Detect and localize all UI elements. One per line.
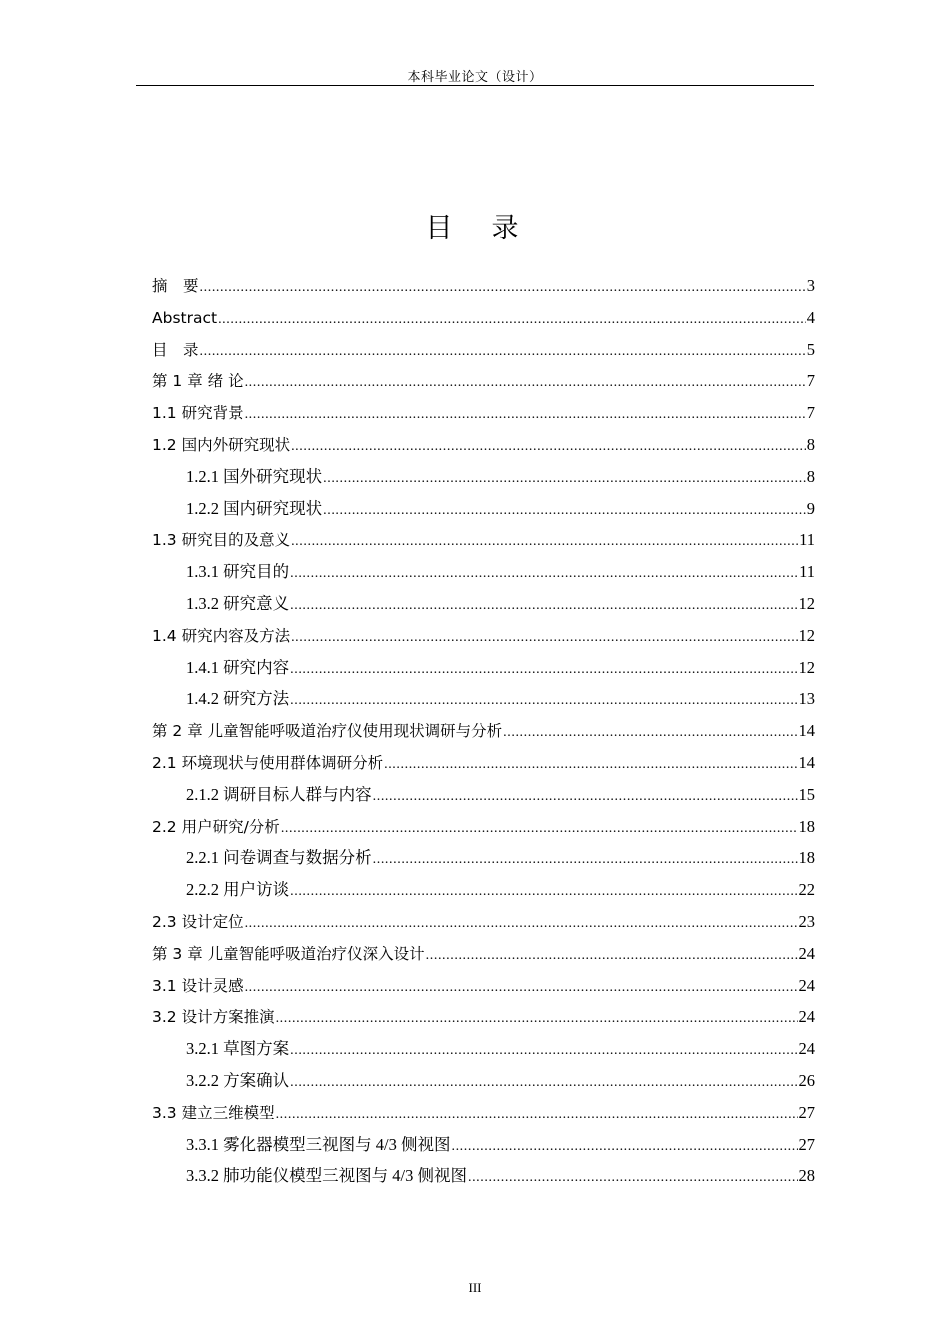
toc-entry-label: 1.4 研究内容及方法 (152, 626, 291, 645)
toc-entry-page: 24 (798, 943, 815, 963)
toc-entry-page: 14 (798, 721, 815, 741)
toc-entry-label: 3.1 设计灵感 (152, 976, 244, 995)
toc-entry-page: 27 (798, 1102, 815, 1122)
toc-entry[interactable] (152, 270, 815, 302)
dot-leader (426, 940, 798, 972)
dot-leader (276, 1003, 798, 1035)
dot-leader (290, 685, 797, 717)
toc-entry-page: 24 (798, 1039, 815, 1059)
toc-entry[interactable] (152, 747, 815, 779)
toc-entry-page: 12 (798, 657, 815, 677)
dot-leader (323, 463, 806, 495)
toc-entry-page: 9 (806, 498, 815, 518)
dot-leader (290, 558, 798, 590)
dot-leader (245, 908, 798, 940)
toc-entry-label: 目 录 (152, 340, 199, 359)
toc-entry[interactable] (152, 302, 815, 334)
toc-entry-page: 11 (799, 530, 815, 550)
toc-entry-label: 第 1 章 绪 论 (152, 372, 244, 391)
toc-entry[interactable] (152, 1129, 815, 1161)
toc-entry[interactable] (152, 842, 815, 874)
toc-entry[interactable] (152, 429, 815, 461)
toc-entry[interactable] (152, 588, 815, 620)
toc-entry-label: 2.1.2 调研目标人群与内容 (186, 784, 372, 804)
dot-leader (291, 431, 806, 463)
toc-entry-label: 3.2.2 方案确认 (186, 1070, 290, 1090)
toc-entry-page: 4 (806, 307, 815, 327)
dot-leader (245, 399, 806, 431)
toc-entry[interactable] (152, 1160, 815, 1192)
dot-leader (290, 1035, 797, 1067)
dot-leader (200, 336, 806, 368)
toc-entry-label: 3.3.2 肺功能仪模型三视图与 4/3 侧视图 (186, 1166, 467, 1186)
toc-entry-page: 7 (806, 371, 815, 391)
dot-leader (200, 272, 806, 304)
toc-entry-page: 14 (798, 752, 815, 772)
dot-leader (323, 495, 806, 527)
dot-leader (291, 526, 798, 558)
dot-leader (290, 590, 797, 622)
toc-entry[interactable] (152, 334, 815, 366)
toc-entry-label: 1.3.2 研究意义 (186, 593, 290, 613)
toc-entry-label: 2.3 设计定位 (152, 912, 244, 931)
dot-leader (373, 844, 798, 876)
toc-entry-label: 第 2 章 儿童智能呼吸道治疗仪使用现状调研与分析 (152, 722, 503, 741)
toc-entry[interactable] (152, 524, 815, 556)
toc-entry-label: 1.4.2 研究方法 (186, 689, 290, 709)
toc-entry-label: 1.2.2 国内研究现状 (186, 498, 323, 518)
dot-leader (281, 813, 798, 845)
toc-entry-label: Abstract (152, 308, 218, 327)
toc-entry[interactable] (152, 779, 815, 811)
toc-entry[interactable] (152, 906, 815, 938)
toc-entry[interactable] (152, 683, 815, 715)
dot-leader (290, 654, 797, 686)
toc-entry-label: 第 3 章 儿童智能呼吸道治疗仪深入设计 (152, 944, 425, 963)
toc-entry[interactable] (152, 620, 815, 652)
toc-entry-page: 28 (798, 1166, 815, 1186)
dot-leader (276, 1099, 798, 1131)
toc-entry[interactable] (152, 556, 815, 588)
running-header: 本科毕业论文（设计） (407, 69, 543, 84)
toc-entry[interactable] (152, 461, 815, 493)
toc-entry-page: 23 (798, 911, 815, 931)
toc-entry-page: 13 (798, 689, 815, 709)
toc-entry-page: 11 (799, 562, 815, 582)
toc-entry-page: 18 (798, 816, 815, 836)
toc-entry-page: 8 (806, 434, 815, 454)
toc-entry-label: 1.4.1 研究内容 (186, 657, 290, 677)
toc-entry-label: 2.2 用户研究/分析 (152, 817, 280, 836)
dot-leader (384, 749, 797, 781)
dot-leader (503, 717, 797, 749)
page-number: III (468, 1280, 482, 1295)
toc-entry[interactable] (152, 874, 815, 906)
dot-leader (451, 1131, 797, 1163)
table-of-contents (152, 270, 815, 1192)
dot-leader (245, 367, 806, 399)
dot-leader (245, 972, 798, 1004)
dot-leader (290, 1067, 797, 1099)
toc-entry[interactable] (152, 397, 815, 429)
toc-entry-page: 12 (798, 593, 815, 613)
toc-entry[interactable] (152, 652, 815, 684)
toc-entry-page: 26 (798, 1070, 815, 1090)
toc-entry[interactable] (152, 1001, 815, 1033)
toc-entry-label: 3.2.1 草图方案 (186, 1039, 290, 1059)
dot-leader (373, 781, 798, 813)
toc-entry-label: 1.3.1 研究目的 (186, 562, 290, 582)
toc-entry[interactable] (152, 1097, 815, 1129)
toc-entry-label: 1.2.1 国外研究现状 (186, 466, 323, 486)
toc-entry-page: 22 (798, 880, 815, 900)
toc-entry[interactable] (152, 970, 815, 1002)
toc-entry-page: 24 (798, 975, 815, 995)
dot-leader (290, 876, 797, 908)
toc-entry-label: 2.2.2 用户访谈 (186, 880, 290, 900)
toc-entry-page: 8 (806, 466, 815, 486)
toc-entry-page: 7 (806, 403, 815, 423)
toc-title: 目 录 (425, 213, 525, 244)
toc-entry-label: 2.1 环境现状与使用群体调研分析 (152, 753, 384, 772)
toc-entry[interactable] (152, 811, 815, 843)
toc-entry-page: 18 (798, 848, 815, 868)
toc-entry[interactable] (152, 365, 815, 397)
toc-entry-label: 3.3 建立三维模型 (152, 1103, 275, 1122)
toc-entry-label: 3.2 设计方案推演 (152, 1008, 275, 1027)
toc-entry-page: 27 (798, 1134, 815, 1154)
toc-entry-page: 12 (798, 625, 815, 645)
toc-entry[interactable] (152, 493, 815, 525)
toc-entry-page: 3 (806, 276, 815, 295)
toc-entry-label: 2.2.1 问卷调查与数据分析 (186, 848, 372, 868)
toc-entry[interactable] (152, 1065, 815, 1097)
toc-entry[interactable] (152, 1033, 815, 1065)
dot-leader (291, 622, 797, 654)
toc-entry-page: 24 (798, 1007, 815, 1027)
toc-entry-label: 3.3.1 雾化器模型三视图与 4/3 侧视图 (186, 1134, 451, 1154)
toc-entry-page: 5 (806, 339, 815, 359)
toc-entry[interactable] (152, 938, 815, 970)
toc-entry[interactable] (152, 715, 815, 747)
toc-entry-label: 1.1 研究背景 (152, 404, 244, 423)
toc-entry-label: 摘 要 (152, 277, 199, 295)
dot-leader (218, 304, 806, 336)
toc-entry-label: 1.3 研究目的及意义 (152, 531, 291, 550)
toc-entry-page: 15 (798, 784, 815, 804)
toc-entry-label: 1.2 国内外研究现状 (152, 435, 291, 454)
dot-leader (468, 1162, 798, 1194)
header-rule (136, 85, 814, 86)
